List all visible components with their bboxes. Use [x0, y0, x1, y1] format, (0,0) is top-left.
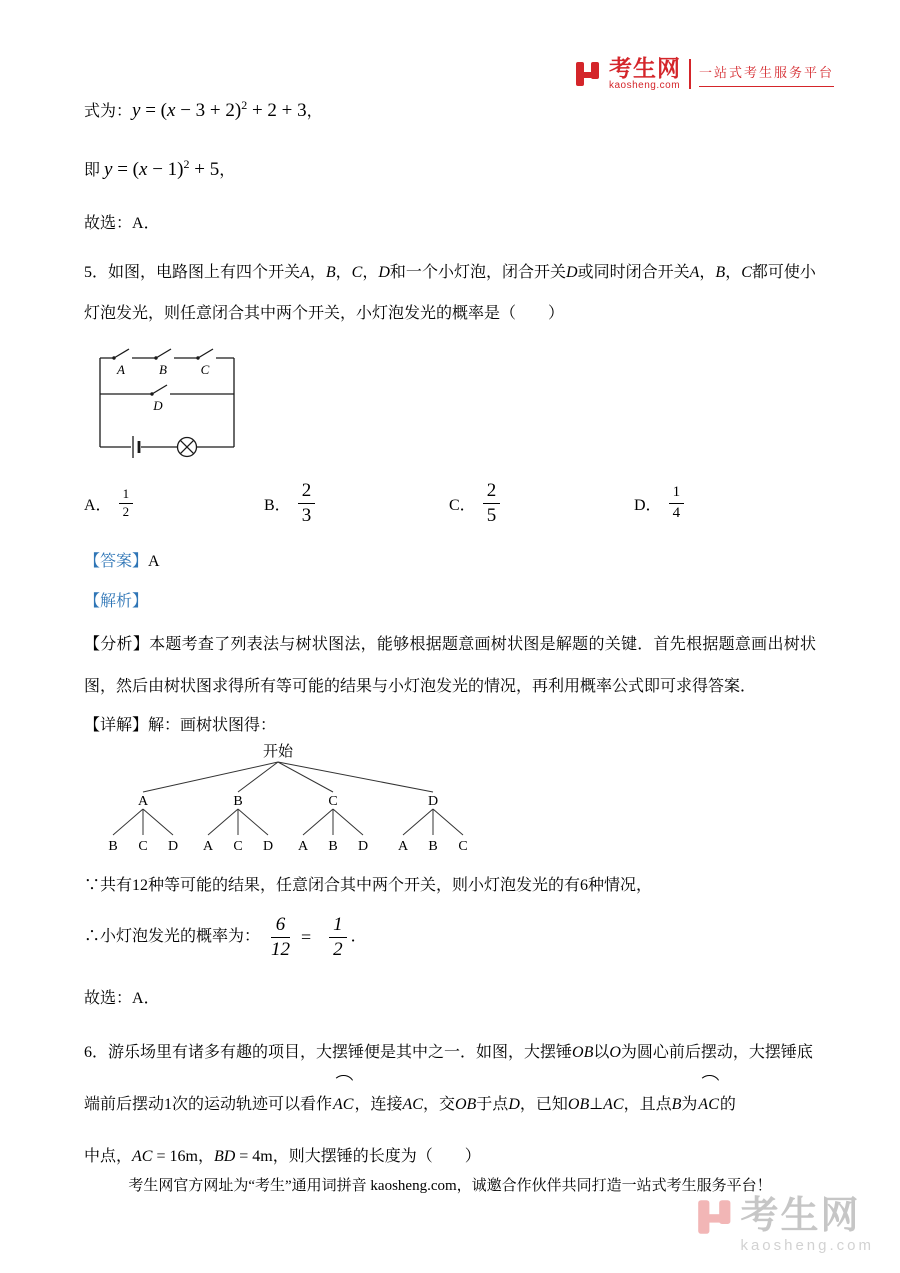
- q5-option-a: [84, 487, 264, 520]
- watermark-brand-text: 考生网: [740, 1195, 861, 1237]
- tree-leaf: C: [233, 839, 243, 854]
- q5-choose: 故选：A．: [84, 989, 160, 1007]
- q5-answer: 【答案】A: [84, 553, 160, 570]
- circuit-switch-pivots: [112, 356, 199, 395]
- line-period: ．: [350, 928, 367, 946]
- tree-leaf: A: [297, 839, 309, 854]
- kaosheng-logo: [573, 56, 834, 92]
- tree-node: B: [233, 794, 243, 809]
- question-6-line-1: 6．游乐场里有诸多有趣的项目，大摆锤便是其中之一．如图，大摆锤OB以O为圆心前后摆动，大摆锤底: [84, 1043, 813, 1061]
- q5-detail-intro: 【详解】解：画树状图得：: [84, 717, 277, 734]
- solution4-formula-2: 即 $y = (x - 1)^2 + 5$，: [84, 157, 236, 180]
- tree-root: 开始: [262, 744, 294, 760]
- tree-leaf: B: [428, 839, 438, 854]
- switch-label-a: A: [117, 362, 125, 377]
- option-d-label: D．: [634, 496, 662, 514]
- therefore-prefix: ∴小灯泡发光的概率为：: [84, 928, 261, 946]
- tree-leaf: D: [167, 839, 179, 854]
- q5-option-d: [634, 484, 684, 522]
- q5-therefore-line: [84, 914, 816, 961]
- option-a-fraction: $\frac{1}{2}$: [119, 487, 134, 520]
- tree-leaf: C: [138, 839, 148, 854]
- probability-fraction-2: $\frac{1}{2}$: [329, 914, 347, 961]
- tree-leaf: B: [108, 839, 118, 854]
- tree-leaf: B: [328, 839, 338, 854]
- watermark-domain-text: kaosheng.com: [740, 1237, 874, 1254]
- tree-leaf: C: [458, 839, 468, 854]
- lamp-symbol: [178, 438, 197, 457]
- solution4-choose: 故选：A．: [84, 215, 160, 232]
- question-6-line-2: 端前后摆动1次的运动轨迹可以看作AC，连接AC，交OB于点D，已知OB⊥AC，且点B为AC的: [84, 1079, 816, 1131]
- kaosheng-logo-icon: [573, 59, 603, 89]
- logo-tagline: 一站式考生服务平台: [699, 62, 834, 87]
- tree-branches: [113, 762, 463, 835]
- tree-node-labels: [108, 743, 467, 854]
- q5-analysis: 【分析】本题考查了列表法与树状图法，能够根据题意画树状图是解题的关键．首先根据题意画出树状图，然后由树状图求得所有等可能的结果与小灯泡发光的情况，再利用概率公式即可求得答案．: [84, 636, 816, 695]
- option-b-fraction: $\frac{2}{3}$: [298, 480, 316, 527]
- logo-text-block: [609, 56, 681, 92]
- option-c-fraction: $\frac{2}{5}$: [483, 480, 501, 527]
- battery-symbol: [133, 436, 139, 458]
- tree-diagram: [98, 742, 816, 856]
- solution4-formula-1: 式为：$y = (x - 3 + 2)^2 + 2 + 3$，: [84, 98, 323, 121]
- q5-option-b: [264, 480, 449, 527]
- tree-node: A: [137, 794, 149, 809]
- option-a-label: A．: [84, 496, 112, 514]
- q5-options: [84, 478, 816, 528]
- logo-domain-text: kaosheng.com: [608, 80, 681, 91]
- tree-node: C: [328, 794, 338, 809]
- q5-jiexi-heading: 【解析】: [84, 593, 149, 610]
- option-c-label: C．: [449, 496, 476, 514]
- switch-label-d: D: [153, 398, 163, 413]
- question-6-line-3: 中点，AC = 16m，BD = 4m，则大摆锤的长度为（ ）: [84, 1147, 481, 1165]
- circuit-diagram: [92, 346, 816, 460]
- tree-leaf: D: [262, 839, 274, 854]
- switch-label-b: B: [159, 362, 167, 377]
- q5-because-line: ∵共有12种等可能的结果，任意闭合其中两个开关，则小灯泡发光的有6种情况，: [84, 877, 653, 894]
- watermark-logo-icon: [694, 1196, 736, 1238]
- switch-label-c: C: [200, 362, 210, 377]
- footer-text: 考生网官方网址为“考生”通用词拼音 kaosheng.com，诚邀合作伙伴共同打造一站式考生服务平台！: [128, 1178, 772, 1194]
- option-b-label: B．: [264, 496, 291, 514]
- tree-leaf: D: [357, 839, 369, 854]
- tree-node: D: [427, 794, 439, 809]
- footer-watermark: [694, 1196, 874, 1256]
- equals-sign: =: [301, 927, 312, 948]
- option-d-fraction: $\frac{1}{4}$: [669, 484, 685, 522]
- logo-divider: [689, 59, 691, 89]
- probability-fraction-1: $\frac{6}{12}$: [271, 914, 291, 960]
- q5-option-c: [449, 480, 634, 527]
- tree-leaf: A: [202, 839, 214, 854]
- watermark-text-block: [740, 1196, 874, 1256]
- tree-leaf: A: [397, 839, 409, 854]
- logo-brand-text: 考生网: [608, 55, 681, 81]
- question-5-text: 5．如图，电路图上有四个开关A，B，C，D和一个小灯泡，闭合开关D或同时闭合开关A，B，C都可使小灯泡发光，则任意闭合其中两个开关，小灯泡发光的概率是（ ）: [84, 264, 816, 322]
